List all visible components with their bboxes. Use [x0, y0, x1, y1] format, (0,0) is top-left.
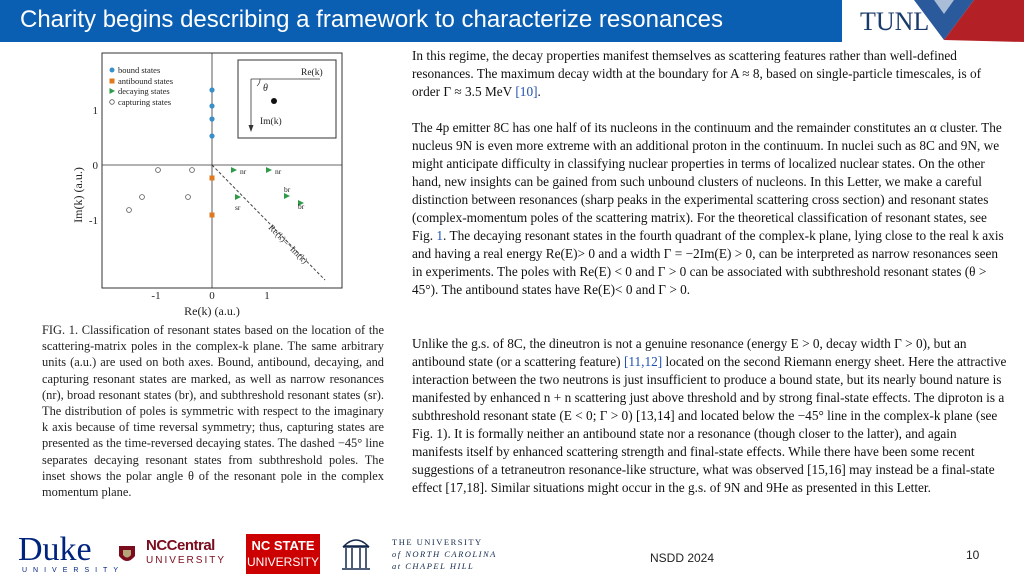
- inset-im-label: Im(k): [260, 117, 282, 127]
- line-label: Re(k)=−Im(k): [266, 222, 310, 266]
- inset-theta: θ: [263, 83, 268, 94]
- capturing-state: [127, 208, 132, 213]
- inset-re-label: Re(k): [301, 68, 323, 78]
- legend-antibound: antibound states: [118, 76, 174, 86]
- capturing-state: [156, 168, 161, 173]
- tunl-logo-text: TUNL: [860, 7, 930, 36]
- decaying-state: [235, 194, 241, 200]
- nccu-sub: UNIVERSITY: [146, 555, 227, 566]
- duke-logo: Duke: [18, 531, 92, 568]
- y-axis-label: Im(k) (a.u.): [71, 167, 85, 223]
- legend-antibound-marker: [110, 79, 115, 84]
- paragraph-1-end: .: [537, 84, 541, 99]
- paragraph-2-a: The 4p emitter 8C has one half of its nucleons in the continuum and the remainder constitutes an α cluster. The nucleus 9N is even more extreme with an additional proton in the continuum. In nuclei such as 8C and 9N, we might anticipate difficulty in classifying nuclear properties in terms of localized nuclear states. On the other hand, new insights can be gained from such unbound clusters of nucleons. In this Letter, we make a careful distinction between resonances (sharp peaks in the experimental scattering cross section) and resonant states (complex-momentum poles of the scattering matrix). For the theoretical classification of resonant states, see Fig.: [412, 120, 1002, 243]
- x-tick: -1: [151, 290, 161, 302]
- pole-classification-figure: [20, 45, 410, 365]
- fig-ref-link[interactable]: 1: [436, 228, 444, 243]
- paragraph-3-a: Unlike the g.s. of 8C, the dineutron is not a genuine resonance (energy E > 0, decay width Γ > 0), but an antibound state (or a scattering feature): [412, 336, 967, 369]
- unc-old-well-icon: [340, 534, 372, 572]
- paragraph-3: [412, 335, 1010, 497]
- label-nr-2: nr: [275, 167, 282, 176]
- capturing-state: [140, 195, 145, 200]
- ref-link[interactable]: [11,12]: [623, 354, 663, 369]
- ncsu-logo: [246, 534, 320, 574]
- legend-decaying-marker: [110, 88, 116, 94]
- bound-state: [209, 116, 214, 121]
- ncsu-name: NC STATE: [251, 538, 315, 553]
- paragraph-3-b: located on the second Riemann energy sheet. Here the attractive interaction between the two neutrons is just insufficient to produce a bound state, but its nearly bound nature is manifested by enhanced n + n scattering just above threshold and by strong final-state effects. The diproton is a subthreshold resonant state (E < 0; Γ > 0) [13,14] and located below the −45° line in the complex-k plane (see Fig. 1). It is formally neither an antibound state nor a resonance (though closer to the latter), and again manifests itself by enhanced scattering strength and final-state effects. While there have been some recent suggestions of a tetraneutron resonance-like structure, what was observed [15,16] may instead be a final-state effect [17,18]. Similar situations might occur in the g.s. of 9N and 9He as presented in this Letter.: [412, 354, 1007, 495]
- label-br-1: br: [284, 185, 291, 194]
- y-tick: 1: [92, 105, 98, 117]
- unc-line-2: of NORTH CAROLINA: [392, 549, 497, 559]
- legend-capturing: capturing states: [118, 97, 172, 107]
- tunl-triangle-icon: [842, 0, 1024, 42]
- label-br-2: br: [298, 202, 305, 211]
- decaying-state: [231, 167, 237, 173]
- legend-bound: bound states: [118, 65, 161, 75]
- page-number: 10: [966, 548, 980, 562]
- inset-pole: [271, 98, 277, 104]
- capturing-state: [186, 195, 191, 200]
- tunl-logo: [842, 0, 1024, 42]
- conference-label: NSDD 2024: [650, 551, 715, 565]
- paragraph-2: [412, 119, 1010, 299]
- duke-logo-sub: UNIVERSITY: [22, 567, 125, 574]
- nccu-shield-icon: [116, 544, 138, 566]
- paragraph-1-text: In this regime, the decay properties manifest themselves as scattering features rather than well-defined resonances. The maximum decay width at the boundary for A ≈ 8, based on single-particle timescales, is of order Γ ≈ 3.5 MeV: [412, 48, 982, 99]
- ref-link[interactable]: [10]: [515, 84, 538, 99]
- bound-state: [209, 87, 214, 92]
- paragraph-2-b: . The decaying resonant states in the fourth quadrant of the complex-k plane, lying close to the real k axis and having a real energy Re(E)> 0 and a width Γ = −2Im(E) > 0, can be interpreted as narrow resonances seen in experiments. The poles with Re(E) < 0 and Γ > 0 can be associated with subthreshold resonant states (θ > 45°). The antibound states have Re(E)< 0 and Γ > 0.: [412, 228, 1004, 297]
- bound-state: [209, 103, 214, 108]
- label-sr: sr: [235, 203, 241, 212]
- paragraph-1: [412, 47, 1010, 101]
- legend-bound-marker: [110, 68, 115, 73]
- slide-title: Charity begins describing a framework to characterize resonances: [20, 6, 723, 33]
- nccu-logo: [146, 538, 226, 568]
- unc-logo: [392, 536, 497, 572]
- footer-logos: [0, 530, 520, 576]
- antibound-state: [210, 213, 215, 218]
- legend-capturing-marker: [110, 100, 115, 105]
- figure-caption: FIG. 1. Classification of resonant states based on the location of the scattering-matrix poles in the complex-k plane. The same arbitrary units (a.u.) are used on both axes. Bound, antibound, decaying, and capturing resonant states are marked, as well as narrow resonances (nr), broad resonant states (br), and subthreshold resonant states (sr). The distribution of poles is symmetric with respect to the imaginary k axis because of time reversal symmetry; thus, capturing states are presented as the time-reversed decaying states. The dashed −45° line separates decaying resonant states from subthreshold poles. The inset shows the polar angle θ of the resonant pole in the complex momentum plane.: [42, 323, 384, 500]
- ncsu-sub: UNIVERSITY: [246, 555, 319, 569]
- y-tick: -1: [88, 215, 98, 227]
- x-tick: 0: [209, 290, 215, 302]
- antibound-state: [210, 176, 215, 181]
- unc-line-1: THE UNIVERSITY: [392, 537, 483, 547]
- y-tick: 0: [92, 160, 98, 172]
- legend-decaying: decaying states: [118, 86, 170, 96]
- unc-line-3: at CHAPEL HILL: [392, 561, 475, 571]
- decaying-state: [266, 167, 272, 173]
- x-tick: 1: [264, 290, 270, 302]
- bound-state: [209, 133, 214, 138]
- minus-45-line: [212, 165, 325, 280]
- capturing-state: [190, 168, 195, 173]
- label-nr-1: nr: [240, 167, 247, 176]
- nccu-name: NCCentral: [146, 537, 215, 554]
- x-axis-label: Re(k) (a.u.): [184, 304, 240, 318]
